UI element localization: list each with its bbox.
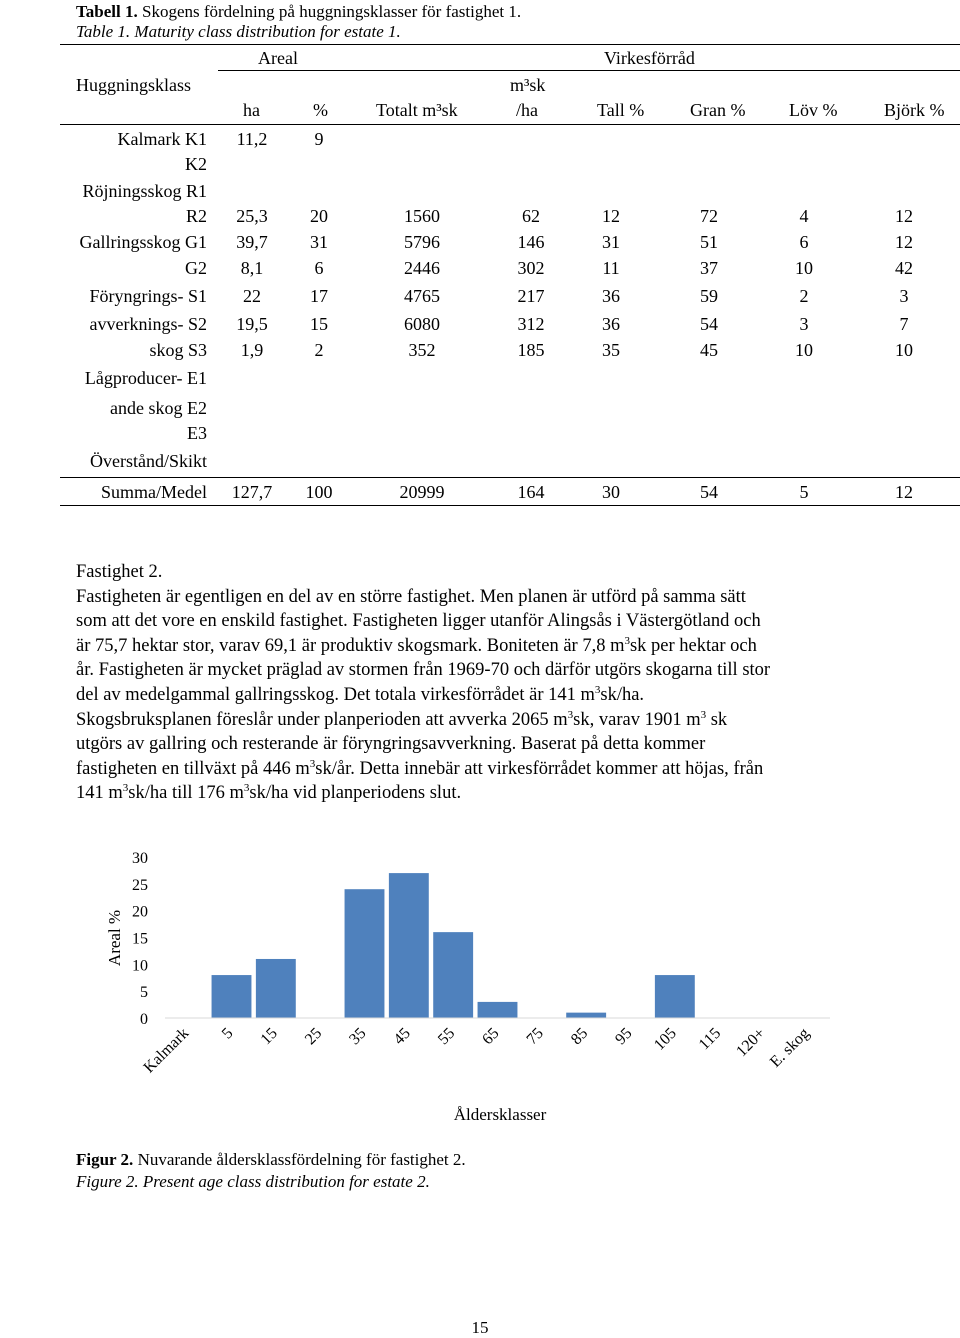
text-run: sk/år. Detta innebär att virkesförrådet kommer att höjas, från xyxy=(315,758,764,779)
y-tick-label: 30 xyxy=(132,850,148,867)
header-gran: Gran % xyxy=(690,100,746,120)
table-cell: 217 xyxy=(517,286,545,306)
figure-caption-sv xyxy=(76,1150,466,1170)
x-tick-label: 75 xyxy=(523,1024,547,1049)
table-cell: 9 xyxy=(314,129,324,149)
group-header-rule xyxy=(218,70,960,71)
header-lov: Löv % xyxy=(789,100,838,120)
table-cell: 31 xyxy=(310,232,328,252)
row-label: ande skog E2 xyxy=(110,398,207,418)
header-msk-bottom: /ha xyxy=(516,100,538,120)
summary-top-rule xyxy=(60,477,960,478)
table-cell: 10 xyxy=(895,340,913,360)
text-run: sk/ha. xyxy=(600,684,645,705)
y-tick-label: 10 xyxy=(132,957,148,975)
table-cell: 42 xyxy=(895,258,913,278)
superscript: 3 xyxy=(243,782,250,795)
row-label: G2 xyxy=(185,258,207,278)
table-cell: 1,9 xyxy=(240,340,264,360)
table-cell: 5796 xyxy=(404,232,440,252)
header-huggningsklass: Huggningsklass xyxy=(76,75,192,95)
table-cell: 6 xyxy=(799,232,809,252)
paragraph-line xyxy=(76,683,916,708)
table-cell: 45 xyxy=(700,340,718,360)
bar xyxy=(478,1002,518,1018)
x-tick-label: 95 xyxy=(612,1024,636,1049)
paragraph-line xyxy=(76,634,916,659)
paragraph-line xyxy=(76,732,916,757)
table-cell: 19,5 xyxy=(236,314,268,334)
y-tick-label: 0 xyxy=(140,1011,148,1028)
superscript: 3 xyxy=(309,757,316,770)
row-label: K2 xyxy=(185,154,207,174)
figure-caption-sv-prefix: Figur 2. xyxy=(76,1150,134,1169)
table-caption-sv-text: Skogens fördelning på huggningsklasser för fastighet 1. xyxy=(137,2,522,21)
table-cell: 2 xyxy=(799,286,809,306)
superscript: 3 xyxy=(700,708,707,721)
table-cell: 62 xyxy=(522,206,540,226)
header-tall: Tall % xyxy=(597,100,645,120)
table-cell: 2 xyxy=(314,340,324,360)
table-cell: 10 xyxy=(795,258,813,278)
header-pct: % xyxy=(313,100,328,120)
bar xyxy=(433,932,473,1018)
table-cell: 17 xyxy=(310,286,328,306)
header-rule xyxy=(60,124,960,125)
table-cell: 1560 xyxy=(404,206,440,226)
table-cell: 2446 xyxy=(404,258,440,278)
paragraph-line xyxy=(76,609,916,634)
table-caption-sv-prefix: Tabell 1. xyxy=(76,2,138,21)
bar xyxy=(345,889,385,1018)
header-ha: ha xyxy=(243,100,260,120)
x-tick-label: 5 xyxy=(218,1024,237,1043)
table-cell: 35 xyxy=(602,340,620,360)
header-totalt: Totalt m³sk xyxy=(376,100,458,120)
row-label: Kalmark K1 xyxy=(117,129,207,149)
text-run: Skogsbruksplanen föreslår under planperioden att avverka 2065 m xyxy=(76,709,568,730)
table-cell: 36 xyxy=(602,314,620,334)
row-label: Röjningsskog R1 xyxy=(82,181,207,201)
table-cell: 37 xyxy=(700,258,718,278)
x-tick-label: Kalmark xyxy=(140,1024,193,1077)
summary-cell: 30 xyxy=(602,482,620,502)
table-cell: 59 xyxy=(700,286,718,306)
figure-caption-sv-text: Nuvarande åldersklassfördelning för fastighet 2. xyxy=(133,1150,466,1169)
table-cell: 6080 xyxy=(404,314,440,334)
table-bottom-rule xyxy=(60,505,960,506)
text-run: sk/ha till 176 m xyxy=(128,783,244,804)
table-cell: 51 xyxy=(700,232,718,252)
table-cell: 3 xyxy=(799,314,809,334)
superscript: 3 xyxy=(624,634,630,647)
text-run: Fastigheten är egentligen en del av en större fastighet. Men planen är utförd på samma sätt xyxy=(76,586,746,607)
x-tick-label: E. skog xyxy=(766,1024,813,1071)
row-label: Gallringsskog G1 xyxy=(79,232,207,252)
x-tick-label: 35 xyxy=(346,1024,370,1049)
table-cell: 312 xyxy=(517,314,545,334)
x-tick-label: 65 xyxy=(479,1024,503,1049)
table-cell: 3 xyxy=(899,286,909,306)
table-caption-en: Table 1. Maturity class distribution for estate 1. xyxy=(76,22,401,41)
text-run: år. Fastigheten är mycket präglad av stormen från 1969-70 och därför utgörs skogarna till stor xyxy=(76,660,771,681)
text-run: del av medelgammal gallringsskog. Det totala virkesförrådet är 141 m xyxy=(76,684,595,705)
figure-caption-en: Figure 2. Present age class distribution for estate 2. xyxy=(76,1172,430,1191)
table-cell: 352 xyxy=(408,340,436,360)
age-class-chart xyxy=(0,830,960,1130)
text-run: 141 m xyxy=(76,783,123,804)
x-tick-label: 115 xyxy=(695,1024,725,1054)
table-cell: 22 xyxy=(243,286,261,306)
table-cell: 4765 xyxy=(404,286,440,306)
summary-cell: 12 xyxy=(895,482,913,502)
header-bjork: Björk % xyxy=(884,100,945,120)
paragraph-line xyxy=(76,781,916,806)
table-cell: 31 xyxy=(602,232,620,252)
table-cell: 7 xyxy=(899,314,909,334)
x-tick-label: 85 xyxy=(567,1024,592,1049)
row-label: skog S3 xyxy=(149,340,207,360)
table-cell: 12 xyxy=(895,232,913,252)
header-msk-top: m³sk xyxy=(510,75,546,95)
row-label: Lågproducer- E1 xyxy=(84,368,207,388)
row-label: Föryngrings- S1 xyxy=(89,286,207,306)
x-tick-label: 25 xyxy=(301,1024,326,1049)
table-cell: 146 xyxy=(517,232,545,252)
y-tick-label: 20 xyxy=(132,903,148,921)
bar xyxy=(256,959,296,1018)
summary-cell: 54 xyxy=(700,482,718,502)
table-cell: 72 xyxy=(700,206,718,226)
text-run: sk per hektar och xyxy=(629,635,757,656)
table-cell: 12 xyxy=(895,206,913,226)
text-run: fastigheten en tillväxt på 446 m xyxy=(76,758,310,779)
row-label: Överstånd/Skikt xyxy=(90,451,207,471)
table-cell: 6 xyxy=(314,258,324,278)
summary-cell: 20999 xyxy=(399,482,445,502)
group-header-areal: Areal xyxy=(258,48,298,68)
row-label: E3 xyxy=(187,423,207,443)
y-axis-label: Areal % xyxy=(105,909,124,967)
summary-cell: 100 xyxy=(305,482,333,502)
superscript: 3 xyxy=(567,708,574,721)
text-run: sk/ha vid planperiodens slut. xyxy=(249,783,462,804)
x-tick-label: 45 xyxy=(390,1024,414,1049)
table-top-rule xyxy=(60,44,960,45)
y-tick-label: 5 xyxy=(140,984,148,1002)
row-label: avverknings- S2 xyxy=(89,314,207,334)
text-run: sk xyxy=(706,709,728,730)
text-run: sk, varav 1901 m xyxy=(573,709,701,730)
table-cell: 4 xyxy=(799,206,809,226)
table-cell: 11 xyxy=(602,258,620,278)
row-label: R2 xyxy=(185,206,207,226)
table-cell: 20 xyxy=(310,206,328,226)
group-header-virkesforrad: Virkesförråd xyxy=(604,48,695,68)
table-cell: 11,2 xyxy=(236,129,268,149)
paragraph-body xyxy=(76,585,916,806)
paragraph-line xyxy=(76,708,916,733)
text-run: är 75,7 hektar stor, varav 69,1 är produktiv skogsmark. Boniteten är 7,8 m xyxy=(76,635,625,656)
summary-cell: 127,7 xyxy=(231,482,273,502)
table-caption-sv xyxy=(76,2,521,22)
table-cell: 54 xyxy=(700,314,718,334)
superscript: 3 xyxy=(594,683,601,696)
y-tick-label: 25 xyxy=(132,876,148,894)
text-run: utgörs av gallring och resterande är föryngringsavverkning. Baserat på detta kommer xyxy=(76,734,706,755)
table-cell: 39,7 xyxy=(236,232,268,252)
superscript: 3 xyxy=(122,782,129,795)
paragraph-line xyxy=(76,585,916,610)
bar xyxy=(212,975,252,1018)
x-axis-label: Åldersklasser xyxy=(453,1105,547,1124)
paragraph-line xyxy=(76,757,916,782)
summary-label: Summa/Medel xyxy=(101,482,207,502)
paragraph-line xyxy=(76,658,916,683)
x-tick-label: 120+ xyxy=(733,1024,769,1061)
table-cell: 12 xyxy=(602,206,620,226)
estate-2-text xyxy=(76,560,916,806)
x-tick-label: 105 xyxy=(650,1024,680,1054)
table-cell: 10 xyxy=(795,340,813,360)
table-cell: 8,1 xyxy=(240,258,264,278)
table-cell: 25,3 xyxy=(236,206,268,226)
summary-cell: 5 xyxy=(799,482,809,502)
bar xyxy=(566,1013,606,1018)
table-cell: 302 xyxy=(517,258,545,278)
table-cell: 185 xyxy=(517,340,545,360)
bar xyxy=(389,873,429,1018)
y-tick-label: 15 xyxy=(132,930,148,948)
table-cell: 15 xyxy=(310,314,328,334)
x-tick-label: 15 xyxy=(257,1024,281,1049)
page-number: 15 xyxy=(471,1318,489,1337)
x-tick-label: 55 xyxy=(434,1024,459,1049)
estate-2-heading: Fastighet 2. xyxy=(76,562,163,582)
text-run: som att det vore en enskild fastighet. Fastigheten ligger utanför Alingsås i Västergötland och xyxy=(76,611,761,632)
summary-cell: 164 xyxy=(517,482,545,502)
bar xyxy=(655,975,695,1018)
table-cell: 36 xyxy=(602,286,620,306)
